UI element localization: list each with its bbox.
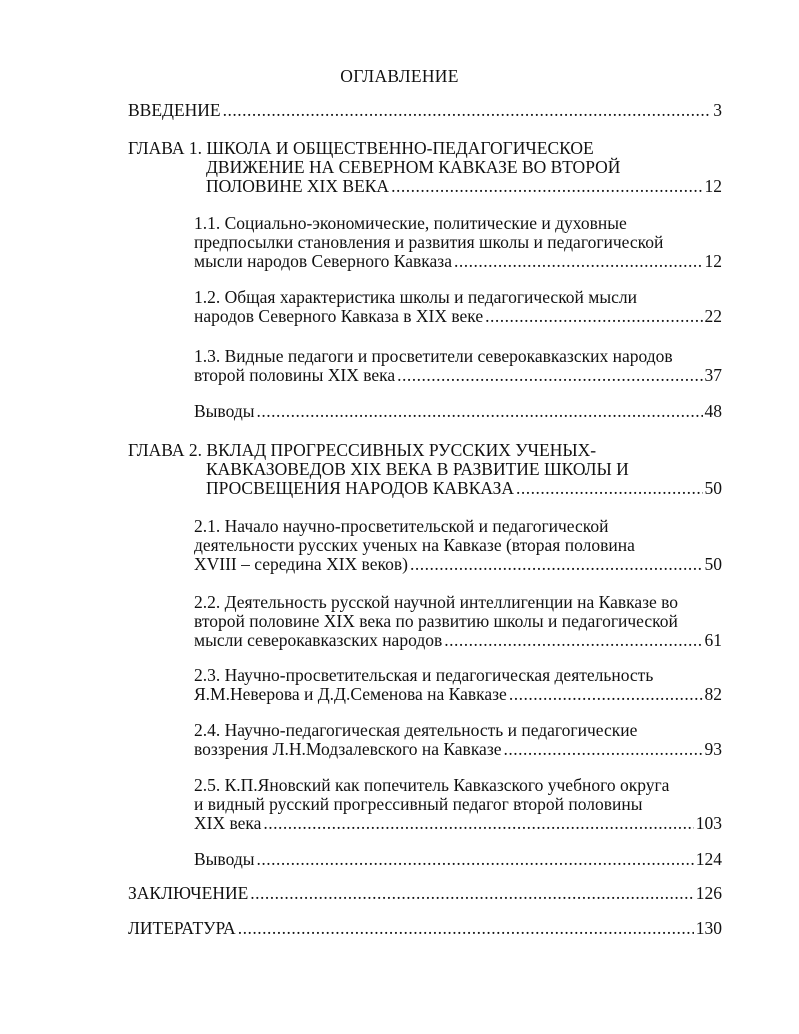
toc-page-number: 124 xyxy=(695,849,722,869)
toc-entry-title-line: 2.3. Научно-просветительская и педагогическая деятельность xyxy=(194,665,654,685)
toc-page-number: 61 xyxy=(704,630,722,650)
dot-leader xyxy=(223,101,712,120)
toc-entry-section-1-3[interactable] xyxy=(194,347,722,385)
toc-entry-section-2-3[interactable] xyxy=(194,666,722,704)
toc-entry-title-line: 1.2. Общая характеристика школы и педагогической мысли xyxy=(194,287,637,307)
toc-entry-title: XIX века xyxy=(194,813,262,833)
toc-page-number: 50 xyxy=(704,478,722,498)
toc-entry-title-line: КАВКАЗОВЕДОВ XIX ВЕКА В РАЗВИТИЕ ШКОЛЫ И xyxy=(206,459,629,479)
toc-entry-title-line: 2.5. К.П.Яновский как попечитель Кавказского учебного округа xyxy=(194,775,670,795)
dot-leader xyxy=(444,631,702,650)
toc-entry-title: Выводы xyxy=(194,401,255,421)
toc-entry-section-2-2[interactable] xyxy=(194,593,722,650)
toc-page-number: 130 xyxy=(695,918,722,938)
page-title: ОГЛАВЛЕНИЕ xyxy=(340,66,459,86)
dot-leader xyxy=(256,402,702,421)
toc-entry-title: Выводы xyxy=(194,849,255,869)
toc-page-number: 3 xyxy=(713,100,722,120)
toc-page-number: 48 xyxy=(704,401,722,421)
toc-entry-title-line: и видный русский прогрессивный педагог второй половины xyxy=(194,794,643,814)
toc-entry-title-line: 2.2. Деятельность русской научной интеллигенции на Кавказе во xyxy=(194,592,679,612)
toc-entry-title: ЗАКЛЮЧЕНИЕ xyxy=(128,883,249,903)
toc-entry-title-line: ДВИЖЕНИЕ НА СЕВЕРНОМ КАВКАЗЕ ВО ВТОРОЙ xyxy=(206,157,621,177)
toc-entry-title: ВВЕДЕНИЕ xyxy=(128,100,221,120)
toc-entry-conclusions-1[interactable] xyxy=(194,402,722,421)
dot-leader xyxy=(256,850,693,869)
toc-page-number: 37 xyxy=(704,365,722,385)
toc-entry-bibliography[interactable] xyxy=(128,919,722,938)
dot-leader xyxy=(485,307,702,326)
toc-entry-chapter-2[interactable] xyxy=(128,441,722,498)
toc-page-number: 126 xyxy=(695,883,722,903)
dot-leader xyxy=(516,479,702,498)
toc-entry-title-line: ГЛАВА 1. ШКОЛА И ОБЩЕСТВЕННО-ПЕДАГОГИЧЕСКОЕ xyxy=(128,138,594,158)
dot-leader xyxy=(454,252,703,271)
toc-page-number: 50 xyxy=(704,554,722,574)
dot-leader xyxy=(504,740,703,759)
toc-entry-title: второй половины XIX века xyxy=(194,365,396,385)
toc-page-number: 82 xyxy=(704,684,722,704)
toc-entry-title: ПОЛОВИНЕ XIX ВЕКА xyxy=(206,176,390,196)
toc-entry-title: народов Северного Кавказа в XIX веке xyxy=(194,306,484,326)
dot-leader xyxy=(391,177,702,196)
toc-entry-section-2-4[interactable] xyxy=(194,721,722,759)
toc-entry-title: ЛИТЕРАТУРА xyxy=(128,918,236,938)
toc-page-number: 22 xyxy=(704,306,722,326)
toc-entry-title: XVIII – середина XIX веков) xyxy=(194,554,408,574)
dot-leader xyxy=(263,814,693,833)
toc-entry-title: ПРОСВЕЩЕНИЯ НАРОДОВ КАВКАЗА xyxy=(206,478,515,498)
toc-entry-title: мысли северокавказских народов xyxy=(194,630,443,650)
toc-entry-title-line: предпосылки становления и развития школы и педагогической xyxy=(194,232,664,252)
toc-entry-title-line: 1.3. Видные педагоги и просветители северокавказских народов xyxy=(194,346,673,366)
toc-entry-title: Я.М.Неверова и Д.Д.Семенова на Кавказе xyxy=(194,684,507,704)
toc-entry-final-conclusion[interactable] xyxy=(128,884,722,903)
toc-entry-section-1-2[interactable] xyxy=(194,288,722,326)
toc-entry-conclusions-2[interactable] xyxy=(194,850,722,869)
toc-entry-chapter-1[interactable] xyxy=(128,139,722,196)
toc-page-number: 12 xyxy=(704,176,722,196)
toc-entry-title: мысли народов Северного Кавказа xyxy=(194,251,452,271)
toc-page-number: 103 xyxy=(695,813,722,833)
toc-entry-title-line: 1.1. Социально-экономические, политические и духовные xyxy=(194,213,627,233)
toc-entry-title-line: ГЛАВА 2. ВКЛАД ПРОГРЕССИВНЫХ РУССКИХ УЧЕНЫХ- xyxy=(128,440,597,460)
dot-leader xyxy=(250,884,693,903)
toc-entry-section-2-1[interactable] xyxy=(194,517,722,574)
dot-leader xyxy=(410,555,703,574)
toc-page-number: 12 xyxy=(704,251,722,271)
toc-entry-title: воззрения Л.Н.Модзалевского на Кавказе xyxy=(194,739,502,759)
dot-leader xyxy=(397,366,702,385)
toc-entry-title-line: деятельности русских ученых на Кавказе (вторая половина xyxy=(194,535,635,555)
toc-entry-section-1-1[interactable] xyxy=(194,214,722,271)
toc-entry-section-2-5[interactable] xyxy=(194,776,722,833)
toc-page-number: 93 xyxy=(704,739,722,759)
toc-entry-title-line: 2.1. Начало научно-просветительской и педагогической xyxy=(194,516,609,536)
toc-entry-title-line: второй половине XIX века по развитию школы и педагогической xyxy=(194,611,678,631)
dot-leader xyxy=(509,685,703,704)
dot-leader xyxy=(238,919,694,938)
toc-entry-title-line: 2.4. Научно-педагогическая деятельность и педагогические xyxy=(194,720,638,740)
toc-entry-introduction[interactable] xyxy=(128,101,722,120)
